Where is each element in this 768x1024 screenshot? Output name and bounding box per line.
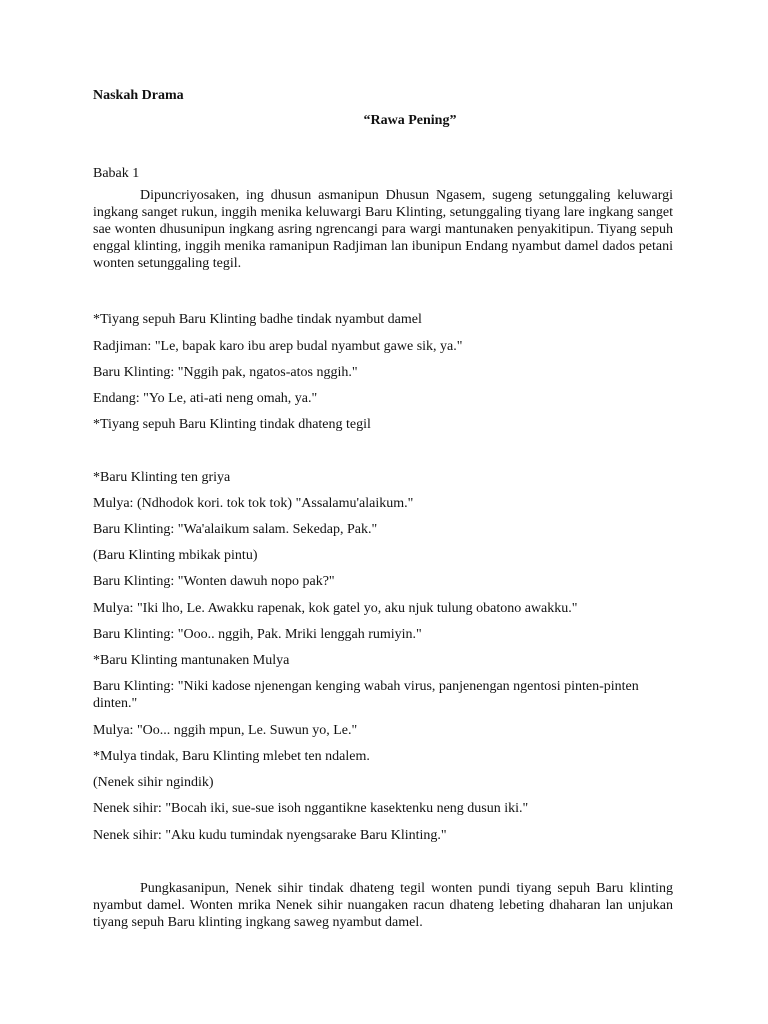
dialogue-line: Baru Klinting: "Nggih pak, ngatos-atos nggih." [93, 365, 358, 380]
play-title: “Rawa Pening” [363, 113, 457, 128]
dialogue-line: Baru Klinting: "Wonten dawuh nopo pak?" [93, 574, 335, 589]
dialogue-line: Radjiman: "Le, bapak karo ibu arep budal nyambut gawe sik, ya." [93, 339, 463, 354]
stage-direction: (Nenek sihir ngindik) [93, 775, 214, 790]
stage-direction: *Tiyang sepuh Baru Klinting tindak dhateng tegil [93, 417, 371, 432]
dialogue-line: Baru Klinting: "Niki kadose njenengan kenging wabah virus, panjenengan ngentosi pinten-pinten dinten." [93, 679, 639, 711]
stage-direction: *Tiyang sepuh Baru Klinting badhe tindak nyambut damel [93, 312, 422, 327]
section-label: Babak 1 [93, 166, 140, 181]
dialogue-line: Endang: "Yo Le, ati-ati neng omah, ya." [93, 391, 318, 406]
intro-paragraph: Dipuncriyosaken, ing dhusun asmanipun Dhusun Ngasem, sugeng setunggaling keluwargi ingkang sanget rukun, inggih menika keluwargi Baru Klinting, setunggaling tiyang lare ingkang sanget sae wonten dhusunipun ingkang asring ngrencangi para wargi mantunaken penyakitipun. Tiyang sepuh enggal klinting, inggih menika ramanipun Radjiman lan ibunipun Endang nyambut damel dados petani wonten setunggaling tegil. [93, 188, 673, 271]
stage-direction: *Baru Klinting ten griya [93, 470, 231, 485]
stage-direction: *Mulya tindak, Baru Klinting mlebet ten ndalem. [93, 749, 370, 764]
dialogue-line: Mulya: (Ndhodok kori. tok tok tok) "Assalamu'alaikum." [93, 496, 414, 511]
document-heading: Naskah Drama [93, 88, 184, 103]
closing-paragraph: Pungkasanipun, Nenek sihir tindak dhateng tegil wonten pundi tiyang sepuh Baru klinting nyambut damel. Wonten mrika Nenek sihir nuangaken racun dhateng lebeting dhaharan lan unjukan tiyang sepuh Baru klinting ingkang saweg nyambut damel. [93, 881, 673, 930]
dialogue-line: Mulya: "Oo... nggih mpun, Le. Suwun yo, Le." [93, 723, 358, 738]
dialogue-line: Nenek sihir: "Bocah iki, sue-sue isoh nggantikne kasektenku neng dusun iki." [93, 801, 529, 816]
dialogue-line: Nenek sihir: "Aku kudu tumindak nyengsarake Baru Klinting." [93, 828, 447, 843]
dialogue-line: Mulya: "Iki lho, Le. Awakku rapenak, kok gatel yo, aku njuk tulung obatono awakku." [93, 601, 578, 616]
dialogue-line: Baru Klinting: "Ooo.. nggih, Pak. Mriki lenggah rumiyin." [93, 627, 422, 642]
dialogue-line: Baru Klinting: "Wa'alaikum salam. Sekedap, Pak." [93, 522, 378, 537]
stage-direction: *Baru Klinting mantunaken Mulya [93, 653, 290, 668]
stage-direction: (Baru Klinting mbikak pintu) [93, 548, 258, 563]
